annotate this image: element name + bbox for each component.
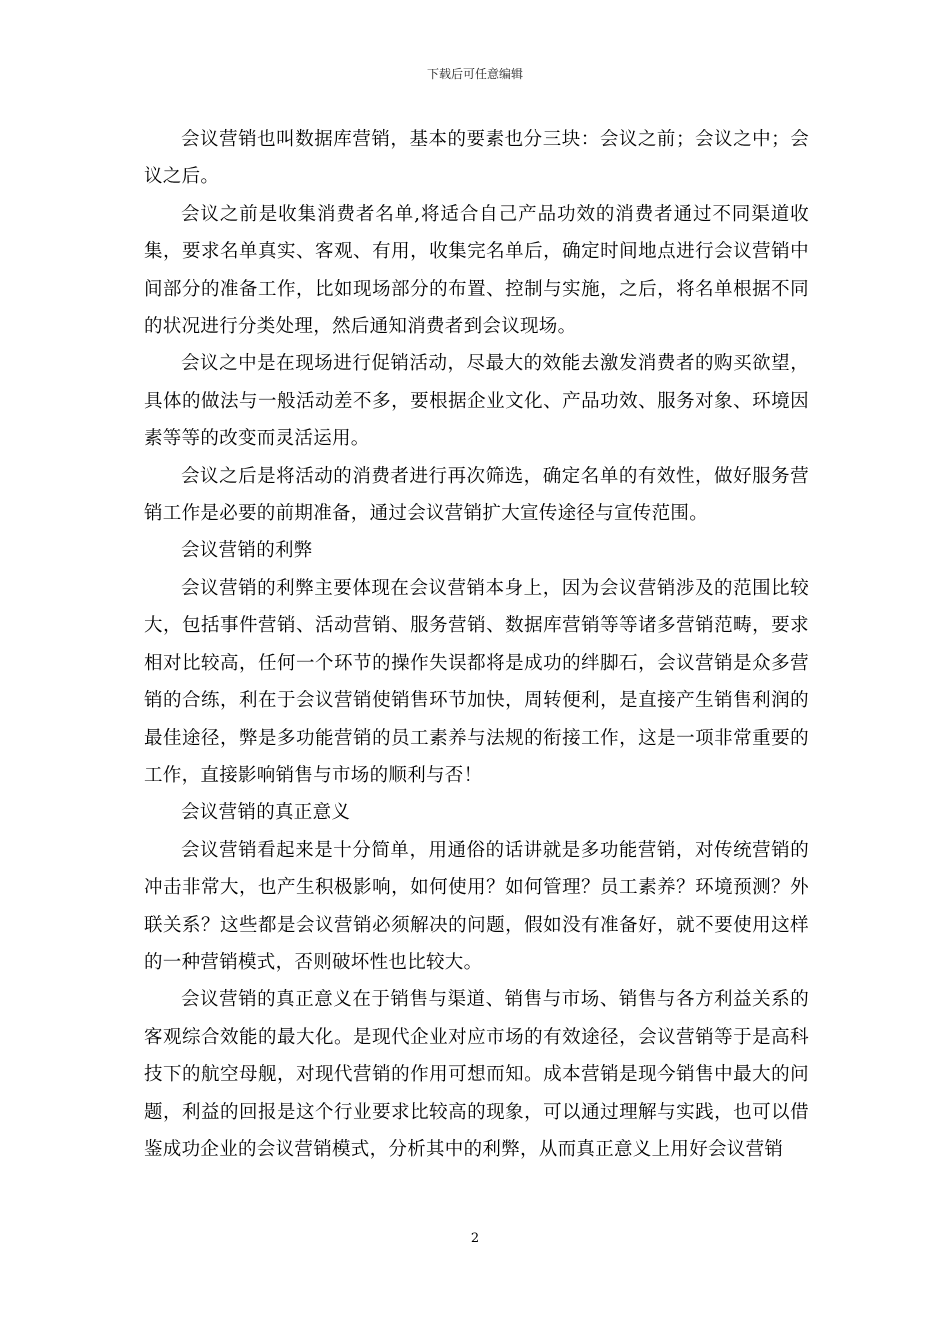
paragraph-meeting-marketing-intro: 会议营销也叫数据库营销，基本的要素也分三块：会议之前；会议之中；会议之后。 (144, 129, 809, 188)
section-heading-true-meaning: 会议营销的真正意义 (181, 802, 351, 824)
paragraph-during-meeting: 会议之中是在现场进行促销活动，尽最大的效能去激发消费者的购买欲望，具体的做法与一般活动差不多，要根据企业文化、产品功效、服务对象、环境因素等等的改变而灵活运用。 (144, 353, 809, 450)
paragraph-true-meaning-1: 会议营销看起来是十分简单，用通俗的话讲就是多功能营销，对传统营销的冲击非常大，也产生积极影响，如何使用？如何管理？员工素养？环境预测？外联关系？这些都是会议营销必须解决的问题，假如没有准备好，就不要使用这样的一种营销模式，否则破坏性也比较大。 (144, 839, 809, 973)
paragraph-after-meeting: 会议之后是将活动的消费者进行再次筛选，确定名单的有效性，做好服务营销工作是必要的前期准备，通过会议营销扩大宣传途径与宣传范围。 (144, 465, 809, 525)
document-body (144, 121, 809, 1168)
page-header: 下载后可任意编辑 (426, 67, 523, 81)
paragraph-true-meaning-2: 会议营销的真正意义在于销售与渠道、销售与市场、销售与各方利益关系的客观综合效能的最大化。是现代企业对应市场的有效途径，会议营销等于是高科技下的航空母舰，对现代营销的作用可想而知。成本营销是现今销售中最大的问题，利益的回报是这个行业要求比较高的现象，可以通过理解与实践，也可以借鉴成功企业的会议营销模式，分析其中的利弊，从而真正意义上用好会议营销 (144, 989, 809, 1160)
page-number: 2 (470, 1231, 480, 1246)
paragraph-before-meeting: 会议之前是收集消费者名单,将适合自己产品功效的消费者通过不同渠道收集，要求名单真实、客观、有用，收集完名单后，确定时间地点进行会议营销中间部分的准备工作，比如现场部分的布置、控制与实施，之后，将名单根据不同的状况进行分类处理，然后通知消费者到会议现场。 (144, 203, 809, 338)
paragraph-pros-cons: 会议营销的利弊主要体现在会议营销本身上，因为会议营销涉及的范围比较大，包括事件营销、活动营销、服务营销、数据库营销等等诸多营销范畴，要求相对比较高，任何一个环节的操作失误都将是成功的绊脚石，会议营销是众多营销的合练，利在于会议营销使销售环节加快，周转便利，是直接产生销售利润的最佳途径，弊是多功能营销的员工素养与法规的衔接工作，这是一项非常重要的工作，直接影响销售与市场的顺利与否！ (144, 577, 809, 786)
section-heading-pros-cons: 会议营销的利弊 (181, 540, 313, 562)
